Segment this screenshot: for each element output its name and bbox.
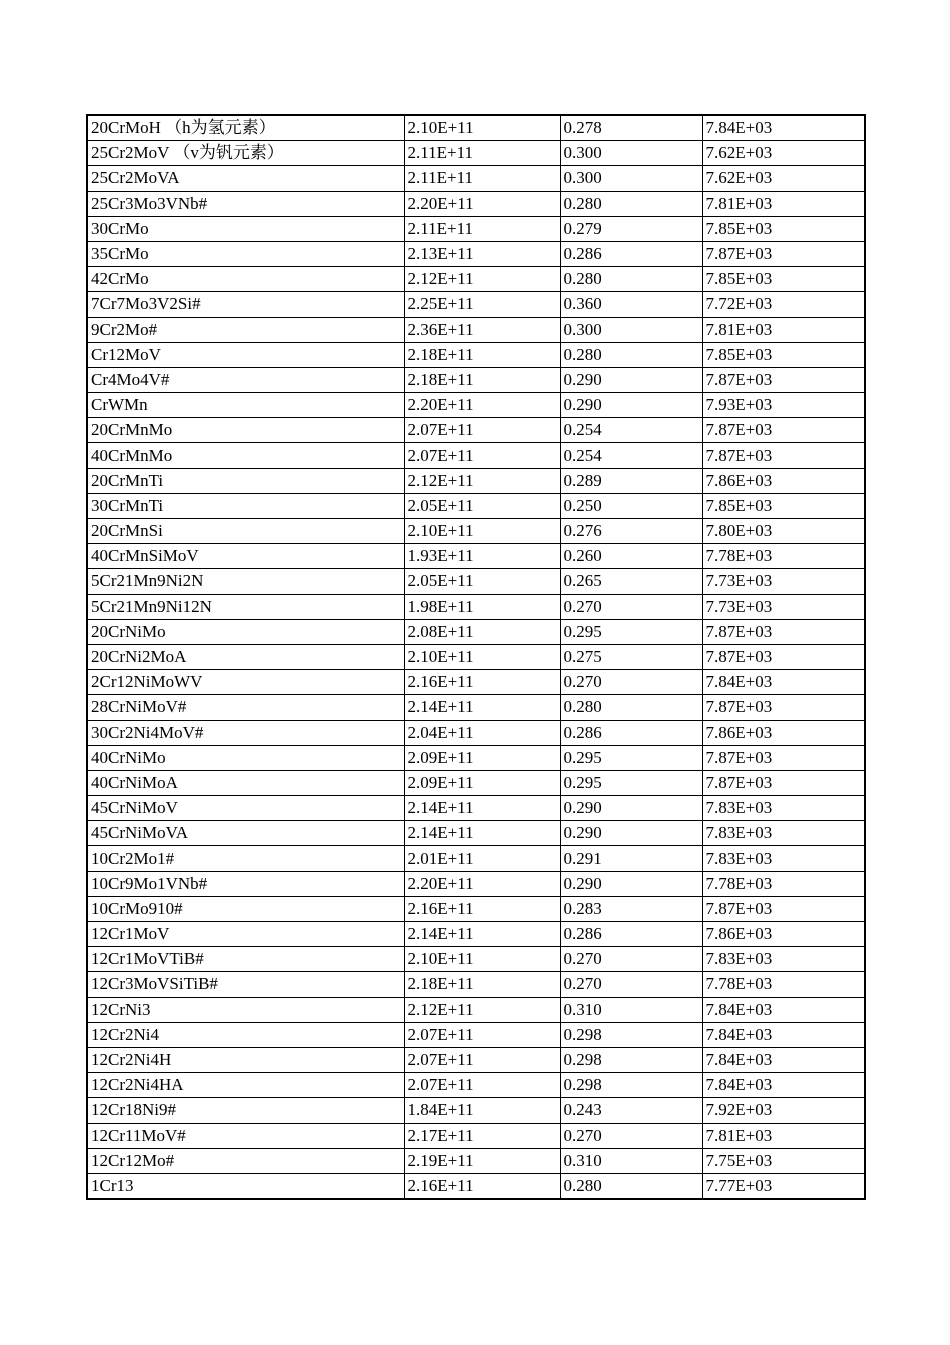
density-cell: 7.81E+03 [702,191,865,216]
density-cell: 7.86E+03 [702,922,865,947]
poisson-ratio-cell: 0.280 [560,695,702,720]
density-cell: 7.84E+03 [702,1047,865,1072]
material-grade-cell: 30CrMo [87,216,404,241]
density-cell: 7.83E+03 [702,821,865,846]
density-cell: 7.78E+03 [702,972,865,997]
table-row [87,519,865,544]
elastic-modulus-cell: 2.07E+11 [404,1047,560,1072]
table-row [87,292,865,317]
density-cell: 7.85E+03 [702,493,865,518]
poisson-ratio-cell: 0.286 [560,720,702,745]
material-grade-cell: 10Cr2Mo1# [87,846,404,871]
table-row [87,947,865,972]
table-body [87,115,865,1199]
elastic-modulus-cell: 2.16E+11 [404,1173,560,1199]
material-grade-cell: 45CrNiMoVA [87,821,404,846]
elastic-modulus-cell: 1.93E+11 [404,544,560,569]
poisson-ratio-cell: 0.254 [560,443,702,468]
density-cell: 7.72E+03 [702,292,865,317]
material-grade-cell: 9Cr2Mo# [87,317,404,342]
density-cell: 7.83E+03 [702,846,865,871]
density-cell: 7.86E+03 [702,720,865,745]
table-row [87,443,865,468]
density-cell: 7.73E+03 [702,569,865,594]
elastic-modulus-cell: 2.07E+11 [404,443,560,468]
poisson-ratio-cell: 0.280 [560,342,702,367]
poisson-ratio-cell: 0.243 [560,1098,702,1123]
material-grade-cell: 12Cr2Ni4 [87,1022,404,1047]
material-grade-cell: 40CrMnMo [87,443,404,468]
material-grade-cell: 12Cr12Mo# [87,1148,404,1173]
poisson-ratio-cell: 0.283 [560,896,702,921]
density-cell: 7.87E+03 [702,770,865,795]
density-cell: 7.87E+03 [702,241,865,266]
density-cell: 7.81E+03 [702,1123,865,1148]
elastic-modulus-cell: 2.16E+11 [404,896,560,921]
density-cell: 7.87E+03 [702,745,865,770]
elastic-modulus-cell: 2.14E+11 [404,821,560,846]
poisson-ratio-cell: 0.290 [560,821,702,846]
table-row [87,569,865,594]
poisson-ratio-cell: 0.279 [560,216,702,241]
elastic-modulus-cell: 2.10E+11 [404,115,560,141]
poisson-ratio-cell: 0.286 [560,922,702,947]
poisson-ratio-cell: 0.270 [560,947,702,972]
table-row [87,720,865,745]
density-cell: 7.80E+03 [702,519,865,544]
poisson-ratio-cell: 0.270 [560,972,702,997]
material-grade-cell: 20CrNiMo [87,619,404,644]
density-cell: 7.87E+03 [702,418,865,443]
density-cell: 7.84E+03 [702,997,865,1022]
elastic-modulus-cell: 2.09E+11 [404,745,560,770]
material-grade-cell: 2Cr12NiMoWV [87,670,404,695]
material-grade-cell: 35CrMo [87,241,404,266]
table-row [87,896,865,921]
density-cell: 7.87E+03 [702,896,865,921]
density-cell: 7.87E+03 [702,443,865,468]
density-cell: 7.62E+03 [702,166,865,191]
poisson-ratio-cell: 0.254 [560,418,702,443]
elastic-modulus-cell: 2.07E+11 [404,1022,560,1047]
elastic-modulus-cell: 2.20E+11 [404,871,560,896]
elastic-modulus-cell: 2.25E+11 [404,292,560,317]
material-grade-cell: 7Cr7Mo3V2Si# [87,292,404,317]
elastic-modulus-cell: 2.14E+11 [404,922,560,947]
material-grade-cell: 12Cr2Ni4H [87,1047,404,1072]
density-cell: 7.86E+03 [702,468,865,493]
elastic-modulus-cell: 2.04E+11 [404,720,560,745]
density-cell: 7.87E+03 [702,619,865,644]
material-grade-cell: 1Cr13 [87,1173,404,1199]
elastic-modulus-cell: 2.10E+11 [404,947,560,972]
poisson-ratio-cell: 0.300 [560,166,702,191]
table-row [87,745,865,770]
table-row [87,493,865,518]
material-properties-table [86,114,866,1200]
material-grade-cell: 12Cr3MoVSiTiB# [87,972,404,997]
table-row [87,796,865,821]
poisson-ratio-cell: 0.360 [560,292,702,317]
material-grade-cell: 40CrNiMo [87,745,404,770]
elastic-modulus-cell: 2.14E+11 [404,796,560,821]
material-grade-cell: 20CrMnTi [87,468,404,493]
poisson-ratio-cell: 0.310 [560,997,702,1022]
table-row [87,972,865,997]
elastic-modulus-cell: 2.20E+11 [404,191,560,216]
material-grade-cell: 40CrNiMoA [87,770,404,795]
material-grade-cell: 25Cr3Mo3VNb# [87,191,404,216]
density-cell: 7.83E+03 [702,796,865,821]
table-row [87,544,865,569]
table-row [87,770,865,795]
material-grade-cell: 30CrMnTi [87,493,404,518]
material-grade-cell: 12Cr18Ni9# [87,1098,404,1123]
elastic-modulus-cell: 2.14E+11 [404,695,560,720]
table-row [87,166,865,191]
density-cell: 7.87E+03 [702,367,865,392]
poisson-ratio-cell: 0.270 [560,670,702,695]
table-row [87,115,865,141]
table-row [87,594,865,619]
poisson-ratio-cell: 0.275 [560,644,702,669]
elastic-modulus-cell: 1.84E+11 [404,1098,560,1123]
poisson-ratio-cell: 0.270 [560,1123,702,1148]
table-row [87,922,865,947]
elastic-modulus-cell: 2.10E+11 [404,644,560,669]
poisson-ratio-cell: 0.270 [560,594,702,619]
poisson-ratio-cell: 0.295 [560,619,702,644]
elastic-modulus-cell: 2.18E+11 [404,367,560,392]
density-cell: 7.93E+03 [702,393,865,418]
poisson-ratio-cell: 0.295 [560,770,702,795]
table-row [87,468,865,493]
material-grade-cell: 10CrMo910# [87,896,404,921]
material-grade-cell: 28CrNiMoV# [87,695,404,720]
material-grade-cell: 12Cr2Ni4HA [87,1073,404,1098]
material-grade-cell: 5Cr21Mn9Ni12N [87,594,404,619]
table-row [87,1148,865,1173]
density-cell: 7.62E+03 [702,141,865,166]
table-row [87,267,865,292]
material-grade-cell: 12Cr1MoV [87,922,404,947]
elastic-modulus-cell: 2.17E+11 [404,1123,560,1148]
elastic-modulus-cell: 2.19E+11 [404,1148,560,1173]
elastic-modulus-cell: 2.16E+11 [404,670,560,695]
elastic-modulus-cell: 2.05E+11 [404,569,560,594]
table-row [87,695,865,720]
poisson-ratio-cell: 0.286 [560,241,702,266]
density-cell: 7.85E+03 [702,216,865,241]
table-row [87,342,865,367]
density-cell: 7.81E+03 [702,317,865,342]
table-row [87,644,865,669]
elastic-modulus-cell: 1.98E+11 [404,594,560,619]
elastic-modulus-cell: 2.11E+11 [404,216,560,241]
elastic-modulus-cell: 2.10E+11 [404,519,560,544]
elastic-modulus-cell: 2.13E+11 [404,241,560,266]
elastic-modulus-cell: 2.18E+11 [404,342,560,367]
material-grade-cell: 45CrNiMoV [87,796,404,821]
poisson-ratio-cell: 0.278 [560,115,702,141]
poisson-ratio-cell: 0.290 [560,393,702,418]
density-cell: 7.84E+03 [702,1022,865,1047]
table-row [87,619,865,644]
elastic-modulus-cell: 2.08E+11 [404,619,560,644]
density-cell: 7.84E+03 [702,670,865,695]
table-row [87,846,865,871]
table-row [87,670,865,695]
elastic-modulus-cell: 2.12E+11 [404,267,560,292]
density-cell: 7.73E+03 [702,594,865,619]
table-row [87,393,865,418]
material-grade-cell: CrWMn [87,393,404,418]
density-cell: 7.85E+03 [702,267,865,292]
table-row [87,141,865,166]
poisson-ratio-cell: 0.280 [560,191,702,216]
poisson-ratio-cell: 0.260 [560,544,702,569]
material-grade-cell: 42CrMo [87,267,404,292]
density-cell: 7.77E+03 [702,1173,865,1199]
table-row [87,1047,865,1072]
material-grade-cell: Cr12MoV [87,342,404,367]
elastic-modulus-cell: 2.12E+11 [404,997,560,1022]
density-cell: 7.75E+03 [702,1148,865,1173]
elastic-modulus-cell: 2.12E+11 [404,468,560,493]
material-grade-cell: 10Cr9Mo1VNb# [87,871,404,896]
table-row [87,367,865,392]
density-cell: 7.83E+03 [702,947,865,972]
elastic-modulus-cell: 2.01E+11 [404,846,560,871]
elastic-modulus-cell: 2.05E+11 [404,493,560,518]
poisson-ratio-cell: 0.300 [560,141,702,166]
poisson-ratio-cell: 0.300 [560,317,702,342]
poisson-ratio-cell: 0.265 [560,569,702,594]
density-cell: 7.78E+03 [702,871,865,896]
material-grade-cell: 12Cr1MoVTiB# [87,947,404,972]
poisson-ratio-cell: 0.250 [560,493,702,518]
material-grade-cell: 20CrMnSi [87,519,404,544]
elastic-modulus-cell: 2.07E+11 [404,1073,560,1098]
table-row [87,216,865,241]
poisson-ratio-cell: 0.280 [560,267,702,292]
material-grade-cell: 12Cr11MoV# [87,1123,404,1148]
table-row [87,821,865,846]
poisson-ratio-cell: 0.298 [560,1047,702,1072]
material-grade-cell: 20CrMnMo [87,418,404,443]
density-cell: 7.87E+03 [702,644,865,669]
poisson-ratio-cell: 0.276 [560,519,702,544]
material-grade-cell: 40CrMnSiMoV [87,544,404,569]
table-row [87,871,865,896]
density-cell: 7.78E+03 [702,544,865,569]
material-grade-cell: 20CrMoH （h为氢元素） [87,115,404,141]
elastic-modulus-cell: 2.09E+11 [404,770,560,795]
poisson-ratio-cell: 0.289 [560,468,702,493]
material-grade-cell: 25Cr2MoVA [87,166,404,191]
table-row [87,1123,865,1148]
material-grade-cell: 30Cr2Ni4MoV# [87,720,404,745]
table-row [87,191,865,216]
poisson-ratio-cell: 0.298 [560,1022,702,1047]
table-row [87,1173,865,1199]
elastic-modulus-cell: 2.11E+11 [404,166,560,191]
density-cell: 7.84E+03 [702,1073,865,1098]
poisson-ratio-cell: 0.290 [560,367,702,392]
material-grade-cell: Cr4Mo4V# [87,367,404,392]
table-row [87,997,865,1022]
table-row [87,1022,865,1047]
material-grade-cell: 25Cr2MoV （v为钒元素） [87,141,404,166]
poisson-ratio-cell: 0.290 [560,871,702,896]
elastic-modulus-cell: 2.18E+11 [404,972,560,997]
material-grade-cell: 5Cr21Mn9Ni2N [87,569,404,594]
elastic-modulus-cell: 2.07E+11 [404,418,560,443]
poisson-ratio-cell: 0.291 [560,846,702,871]
density-cell: 7.84E+03 [702,115,865,141]
table-row [87,1073,865,1098]
poisson-ratio-cell: 0.310 [560,1148,702,1173]
material-grade-cell: 12CrNi3 [87,997,404,1022]
density-cell: 7.87E+03 [702,695,865,720]
elastic-modulus-cell: 2.36E+11 [404,317,560,342]
poisson-ratio-cell: 0.298 [560,1073,702,1098]
table-row [87,1098,865,1123]
elastic-modulus-cell: 2.11E+11 [404,141,560,166]
table-row [87,418,865,443]
table-row [87,241,865,266]
poisson-ratio-cell: 0.295 [560,745,702,770]
density-cell: 7.85E+03 [702,342,865,367]
poisson-ratio-cell: 0.290 [560,796,702,821]
elastic-modulus-cell: 2.20E+11 [404,393,560,418]
poisson-ratio-cell: 0.280 [560,1173,702,1199]
material-grade-cell: 20CrNi2MoA [87,644,404,669]
density-cell: 7.92E+03 [702,1098,865,1123]
table-row [87,317,865,342]
